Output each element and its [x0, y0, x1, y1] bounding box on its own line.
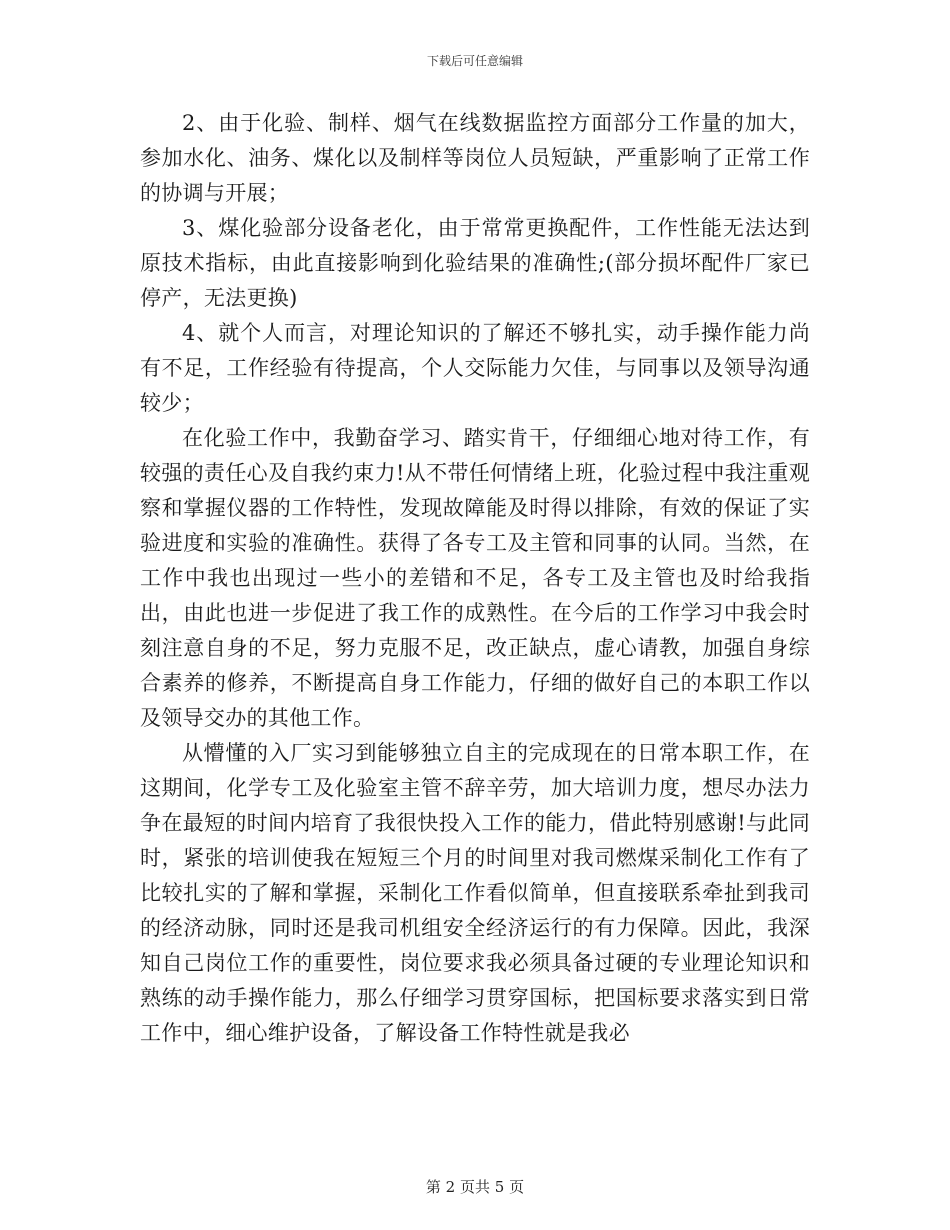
page-header: 下载后可任意编辑: [426, 54, 523, 68]
paragraph-item-2: 2、由于化验、制样、烟气在线数据监控方面部分工作量的加大，参加水化、油务、煤化以及制样等岗位人员短缺，严重影响了正常工作的协调与开展；: [140, 111, 810, 205]
paragraph-training: 从懵懂的入厂实习到能够独立自主的完成现在的日常本职工作，在这期间，化学专工及化验室主管不辞辛劳，加大培训力度，想尽办法力争在最短的时间内培育了我很快投入工作的能力，借此特别感谢!与此同时，紧张的培训使我在短短三个月的时间里对我司燃煤采制化工作有了比较扎实的了解和掌握，采制化工作看似简单，但直接联系牵扯到我司的经济动脉，同时还是我司机组安全经济运行的有力保障。因此，我深知自己岗位工作的重要性，岗位要求我必须具备过硬的专业理论知识和熟练的动手操作能力，那么仔细学习贯穿国标，把国标要求落实到日常工作中，细心维护设备，了解设备工作特性就是我必: [140, 741, 810, 1045]
paragraph-item-3: 3、煤化验部分设备老化，由于常常更换配件，工作性能无法达到原技术指标，由此直接影响到化验结果的准确性;(部分损坏配件厂家已停产，无法更换): [140, 216, 810, 310]
paragraph-lab-work: 在化验工作中，我勤奋学习、踏实肯干，仔细细心地对待工作，有较强的责任心及自我约束力!从不带任何情绪上班，化验过程中我注重观察和掌握仪器的工作特性，发现故障能及时得以排除，有效的保证了实验进度和实验的准确性。获得了各专工及主管和同事的认同。当然，在工作中我也出现过一些小的差错和不足，各专工及主管也及时给我指出，由此也进一步促进了我工作的成熟性。在今后的工作学习中我会时刻注意自身的不足，努力克服不足，改正缺点，虚心请教，加强自身综合素养的修养，不断提高自身工作能力，仔细的做好自己的本职工作以及领导交办的其他工作。: [140, 426, 810, 730]
paragraph-item-4: 4、就个人而言，对理论知识的了解还不够扎实，动手操作能力尚有不足，工作经验有待提高，个人交际能力欠佳，与同事以及领导沟通较少；: [140, 321, 810, 415]
page-number: 第 2 页共 5 页: [425, 1178, 525, 1196]
document-body: [140, 106, 810, 1051]
